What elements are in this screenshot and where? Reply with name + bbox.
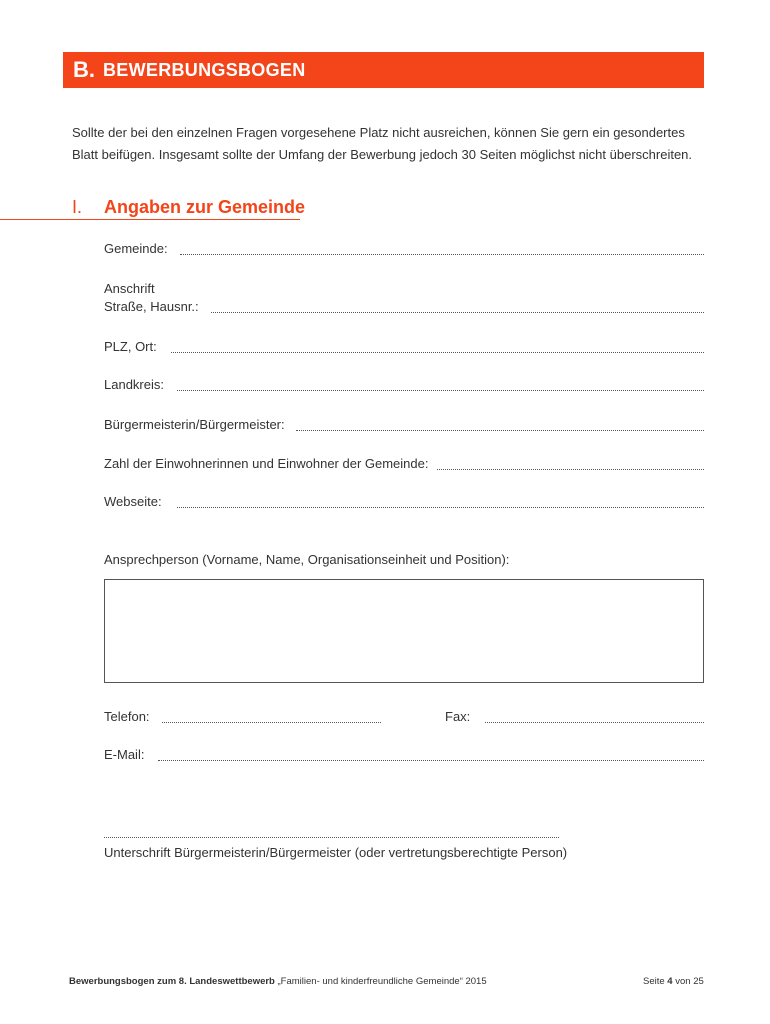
intro-text bbox=[72, 122, 712, 166]
buergermeister-label: Bürgermeisterin/Bürgermeister: bbox=[104, 417, 285, 432]
plz-ort-label: PLZ, Ort: bbox=[104, 339, 157, 354]
footer-document-title bbox=[69, 976, 487, 987]
page-number: 4 bbox=[667, 976, 673, 987]
signature-field[interactable] bbox=[104, 837, 559, 838]
gemeinde-field[interactable] bbox=[180, 254, 704, 255]
intro-line-1: Sollte der bei den einzelnen Fragen vorgesehene Platz nicht ausreichen, können Sie gern ein gesondertes bbox=[72, 125, 685, 140]
email-field[interactable] bbox=[158, 760, 704, 761]
footer-title-rest: „Familien- und kinderfreundliche Gemeinde“ 2015 bbox=[274, 976, 487, 987]
buergermeister-field[interactable] bbox=[296, 430, 704, 431]
gemeinde-label: Gemeinde: bbox=[104, 241, 168, 256]
form-title: BEWERBUNGSBOGEN bbox=[103, 60, 306, 80]
ansprechperson-textarea[interactable] bbox=[104, 579, 704, 683]
strasse-field[interactable] bbox=[211, 312, 704, 313]
signature-label: Unterschrift Bürgermeisterin/Bürgermeister (oder vertretungsberechtigte Person) bbox=[104, 845, 568, 860]
fax-label: Fax: bbox=[445, 709, 471, 724]
fax-field[interactable] bbox=[485, 722, 704, 723]
section-header-banner bbox=[63, 52, 704, 88]
section-title: Angaben zur Gemeinde bbox=[104, 197, 306, 217]
ansprechperson-underline bbox=[104, 682, 704, 683]
section-underline bbox=[0, 219, 300, 220]
anschrift-label: Anschrift bbox=[104, 281, 155, 296]
strasse-label: Straße, Hausnr.: bbox=[104, 299, 199, 314]
einwohner-field[interactable] bbox=[437, 469, 704, 470]
section-number: I. bbox=[72, 197, 83, 217]
page-prefix: Seite bbox=[643, 976, 668, 987]
intro-line-2: Blatt beifügen. Insgesamt sollte der Umfang der Bewerbung jedoch 30 Seiten möglichst nicht überschreiten. bbox=[72, 147, 693, 162]
ansprechperson-label: Ansprechperson (Vorname, Name, Organisationseinheit und Position): bbox=[104, 552, 510, 567]
page-suffix: von 25 bbox=[672, 976, 704, 987]
einwohner-label: Zahl der Einwohnerinnen und Einwohner der Gemeinde: bbox=[104, 456, 429, 471]
footer-title-bold: Bewerbungsbogen zum 8. Landeswettbewerb bbox=[69, 976, 275, 987]
webseite-label: Webseite: bbox=[104, 494, 162, 509]
webseite-field[interactable] bbox=[177, 507, 704, 508]
landkreis-field[interactable] bbox=[177, 390, 704, 391]
email-label: E-Mail: bbox=[104, 747, 145, 762]
section-letter: B. bbox=[73, 57, 95, 82]
landkreis-label: Landkreis: bbox=[104, 377, 164, 392]
telefon-field[interactable] bbox=[162, 722, 381, 723]
page-indicator bbox=[643, 976, 704, 987]
telefon-label: Telefon: bbox=[104, 709, 150, 724]
plz-ort-field[interactable] bbox=[171, 352, 704, 353]
